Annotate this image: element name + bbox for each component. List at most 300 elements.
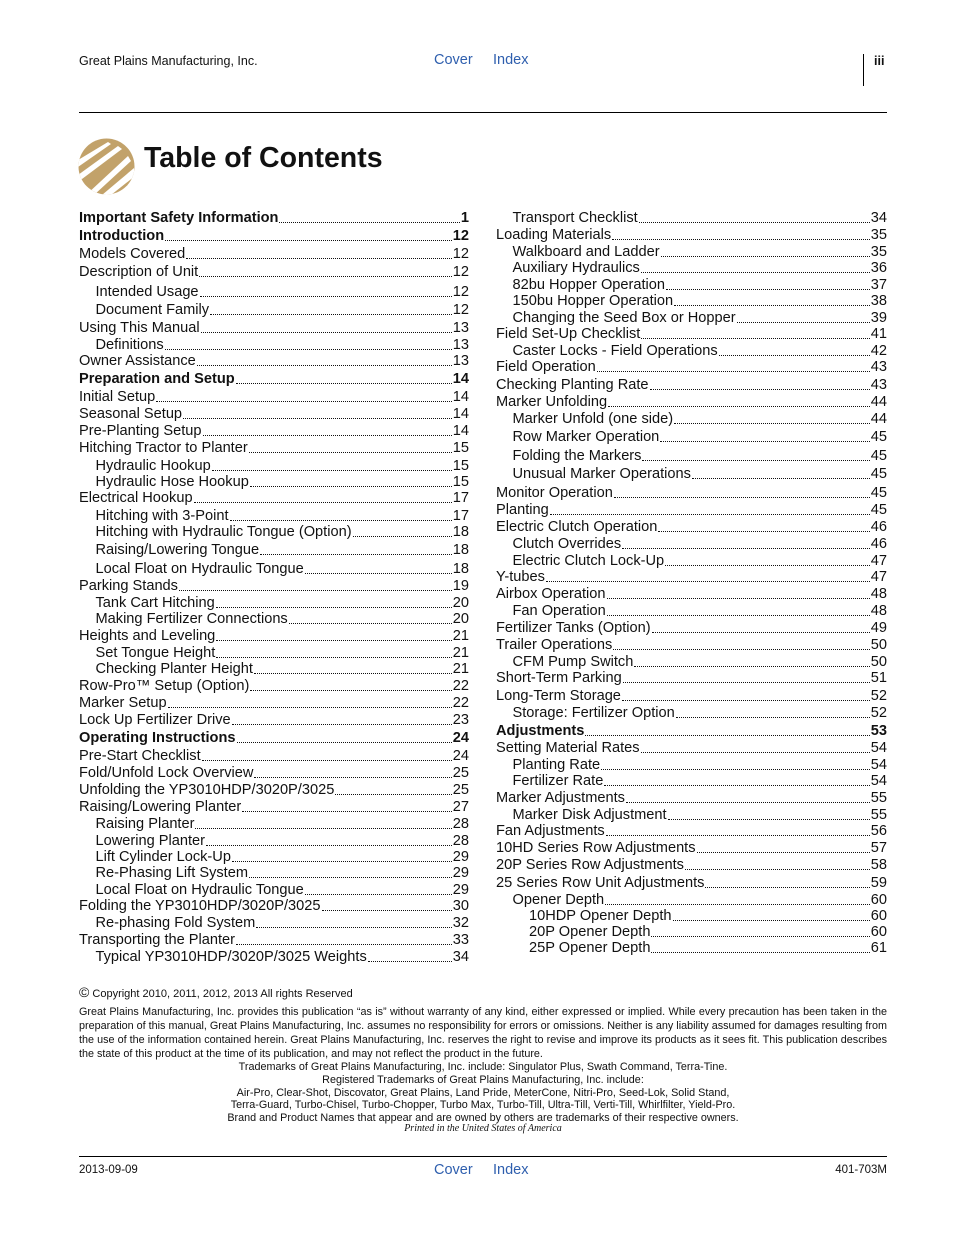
footer-cover-link[interactable]: Cover [434,1162,473,1178]
toc-entry[interactable] [79,748,469,765]
toc-dot-leader [685,869,870,870]
toc-entry-page-number: 58 [870,857,887,873]
toc-entry[interactable] [96,849,470,866]
toc-entry-title: Electric Clutch Lock-Up [512,553,665,569]
toc-entry[interactable] [79,799,469,816]
toc-entry-page-number: 14 [452,371,469,387]
toc-entry-page-number: 21 [452,628,469,644]
toc-entry-page-number: 42 [870,343,887,359]
toc-entry-title: Auxiliary Hydraulics [512,260,640,276]
toc-entry-page-number: 47 [870,569,887,585]
toc-entry-page-number: 1 [460,210,469,226]
toc-dot-leader [368,961,452,962]
toc-dot-leader [668,819,870,820]
toc-entry[interactable] [79,353,469,370]
toc-dot-leader [236,383,452,384]
toc-entry[interactable] [513,705,888,722]
toc-entry-page-number: 18 [452,542,469,558]
toc-entry-title: 25 Series Row Unit Adjustments [496,875,705,891]
toc-dot-leader [608,406,870,407]
toc-entry-title: Seasonal Setup [79,406,183,422]
toc-entry[interactable] [96,284,470,301]
toc-entry[interactable] [79,678,469,695]
toc-entry-title: Raising Planter [95,816,195,832]
toc-entry[interactable] [513,277,888,294]
toc-entry[interactable] [79,628,469,645]
toc-entry-title: Folding the YP3010HDP/3020P/3025 [79,898,321,914]
printed-in-notice: Printed in the United States of America [404,1123,562,1134]
toc-entry-title: Setting Material Rates [496,740,640,756]
toc-entry-title: 10HD Series Row Adjustments [496,840,696,856]
toc-entry-page-number: 28 [452,833,469,849]
toc-entry-title: 20P Series Row Adjustments [496,857,684,873]
toc-entry[interactable] [513,553,888,570]
toc-entry-title: Raising/Lowering Planter [79,799,242,815]
toc-entry-page-number: 29 [452,865,469,881]
toc-entry-page-number: 13 [452,320,469,336]
toc-dot-leader [289,623,452,624]
toc-entry-page-number: 18 [452,524,469,540]
toc-entry-title: Hitching with Hydraulic Tongue (Option) [95,524,352,540]
toc-dot-leader [607,615,870,616]
toc-dot-leader [661,256,870,257]
toc-entry[interactable] [96,508,470,525]
toc-entry-page-number: 56 [870,823,887,839]
toc-dot-leader [194,502,452,503]
toc-entry[interactable] [79,730,469,747]
toc-entry[interactable] [96,524,470,541]
toc-entry[interactable] [96,865,470,882]
toc-entry-title: Hitching with 3-Point [95,508,229,524]
toc-dot-leader [168,707,452,708]
toc-dot-leader [642,460,869,461]
toc-entry[interactable] [496,620,887,637]
toc-entry[interactable] [513,293,888,310]
toc-entry-title: Marker Disk Adjustment [512,807,667,823]
toc-entry[interactable] [79,440,469,457]
toc-entry-title: Trailer Operations [496,637,613,653]
toc-entry-page-number: 35 [870,227,887,243]
toc-dot-leader [623,682,870,683]
toc-entry-title: Typical YP3010HDP/3020P/3025 Weights [95,949,367,965]
toc-dot-leader [216,607,452,608]
toc-dot-leader [705,887,869,888]
toc-dot-leader [195,828,451,829]
toc-entry-page-number: 49 [870,620,887,636]
toc-entry-title: Folding the Markers [512,448,642,464]
toc-dot-leader [322,910,452,911]
toc-entry-page-number: 45 [870,502,887,518]
toc-entry-title: Description of Unit [79,264,199,280]
toc-entry-page-number: 48 [870,603,887,619]
toc-entry[interactable] [96,833,470,850]
toc-entry[interactable] [496,326,887,343]
toc-entry-title: Field Set-Up Checklist [496,326,641,342]
toc-entry[interactable] [79,320,469,337]
toc-entry-title: Marker Unfolding [496,394,608,410]
toc-entry-page-number: 17 [452,490,469,506]
toc-entry[interactable] [496,857,887,874]
toc-entry-page-number: 20 [452,611,469,627]
toc-entry[interactable] [96,595,470,612]
toc-entry-title: Initial Setup [79,389,156,405]
toc-entry-page-number: 14 [452,406,469,422]
toc-entry-page-number: 27 [452,799,469,815]
toc-entry-title: Preparation and Setup [79,371,235,387]
toc-entry-page-number: 18 [452,561,469,577]
toc-entry[interactable] [496,569,887,586]
toc-dot-leader [179,590,452,591]
toc-entry[interactable] [496,875,887,892]
toc-entry-page-number: 52 [870,705,887,721]
toc-entry-title: Hydraulic Hookup [95,458,211,474]
toc-entry-title: Owner Assistance [79,353,196,369]
toc-entry-title: Parking Stands [79,578,178,594]
toc-entry[interactable] [96,337,470,354]
toc-entry-title: Hitching Tractor to Planter [79,440,248,456]
toc-dot-leader [692,478,870,479]
toc-entry[interactable] [96,542,470,559]
toc-entry[interactable] [79,712,469,729]
toc-entry-title: Monitor Operation [496,485,613,501]
toc-entry[interactable] [513,310,888,327]
toc-dot-leader [626,802,870,803]
toc-entry-title: Pre-Planting Setup [79,423,202,439]
toc-entry-page-number: 24 [452,748,469,764]
toc-entry-title: Electric Clutch Operation [496,519,658,535]
toc-entry-title: Electrical Hookup [79,490,193,506]
toc-dot-leader [666,289,870,290]
toc-entry[interactable] [96,561,470,578]
toc-entry-title: Row-Pro™ Setup (Option) [79,678,250,694]
toc-dot-leader [256,927,451,928]
header-cover-link[interactable]: Cover [434,52,473,68]
toc-entry[interactable] [496,502,887,519]
toc-entry[interactable] [496,394,887,411]
toc-entry[interactable] [513,603,888,620]
toc-entry-page-number: 29 [452,849,469,865]
toc-dot-leader [250,690,451,691]
trademarks-line: Trademarks of Great Plains Manufacturing, Inc. include: Singulator Plus, Swath Command, Terra-Tine. [238,1061,728,1073]
toc-entry-title: Lowering Planter [95,833,206,849]
toc-dot-leader [156,401,452,402]
toc-entry-title: Intended Usage [95,284,199,300]
toc-entry-title: Set Tongue Height [95,645,216,661]
toc-entry[interactable] [96,458,470,475]
toc-entry[interactable] [513,244,888,261]
toc-entry-page-number: 60 [870,924,887,940]
toc-entry[interactable] [496,740,887,757]
toc-entry[interactable] [79,932,469,949]
toc-dot-leader [604,785,869,786]
toc-entry[interactable] [496,637,887,654]
toc-entry-page-number: 25 [452,782,469,798]
toc-entry[interactable] [496,485,887,502]
toc-dot-leader [165,240,452,241]
toc-entry[interactable] [79,578,469,595]
toc-dot-leader [249,452,452,453]
toc-entry-title: Important Safety Information [79,210,279,226]
toc-entry[interactable] [79,371,469,388]
legal-disclaimer: Great Plains Manufacturing, Inc. provides this publication “as is” without warranty of any kind, either expressed or implied. While every precaution has been taken in the preparation of this manual, Great Plains Manufacturing, Inc. assumes no responsibility for errors or omissions. Neither is any liability assumed for damages resulting from the use of the information contained herein. Great Plains Manufacturing, Inc. reserves the right to revise and improve its products as it sees fit. This publication describes the state of this product at the time of its publication, and may not reflect the product in the future. [79,1006,887,1060]
toc-entry-page-number: 17 [452,508,469,524]
toc-entry[interactable] [496,586,887,603]
toc-entry[interactable] [496,227,887,244]
toc-entry[interactable] [79,423,469,440]
toc-entry-title: Short-Term Parking [496,670,622,686]
toc-dot-leader [249,877,452,878]
toc-entry[interactable] [496,359,887,376]
toc-entry-title: Y-tubes [496,569,545,585]
footer-rule [79,1156,887,1157]
toc-entry-title: Using This Manual [79,320,200,336]
toc-entry-title: Introduction [79,228,165,244]
toc-dot-leader [210,314,452,315]
toc-entry[interactable] [529,940,887,957]
toc-entry[interactable] [96,915,470,932]
toc-entry[interactable] [496,670,887,687]
toc-entry[interactable] [96,882,470,899]
toc-entry[interactable] [96,611,470,628]
toc-dot-leader [622,700,870,701]
toc-dot-leader [203,435,452,436]
toc-entry-title: Caster Locks - Field Operations [512,343,718,359]
toc-entry[interactable] [513,210,888,227]
toc-entry-page-number: 12 [452,246,469,262]
toc-entry-page-number: 28 [452,816,469,832]
toc-dot-leader [279,222,459,223]
toc-dot-leader [641,272,870,273]
toc-entry-title: Fertilizer Tanks (Option) [496,620,651,636]
toc-entry[interactable] [96,661,470,678]
toc-entry-title: Marker Adjustments [496,790,625,806]
toc-entry[interactable] [96,949,470,966]
toc-dot-leader [335,794,451,795]
toc-entry-title: Clutch Overrides [512,536,622,552]
toc-entry-page-number: 45 [870,448,887,464]
toc-entry-title: Airbox Operation [496,586,606,602]
toc-entry-title: Marker Setup [79,695,167,711]
toc-entry[interactable] [79,695,469,712]
toc-entry-title: Fertilizer Rate [512,773,604,789]
toc-entry-page-number: 15 [452,458,469,474]
toc-entry-title: Lock Up Fertilizer Drive [79,712,231,728]
toc-entry-page-number: 54 [870,740,887,756]
toc-entry-title: Unfolding the YP3010HDP/3020P/3025 [79,782,335,798]
toc-dot-leader [597,371,870,372]
toc-entry[interactable] [96,816,470,833]
toc-entry[interactable] [513,343,888,360]
toc-entry[interactable] [513,892,888,909]
toc-entry[interactable] [513,654,888,671]
toc-entry-page-number: 52 [870,688,887,704]
toc-dot-leader [639,222,870,223]
toc-dot-leader [737,322,870,323]
toc-dot-leader [606,835,870,836]
toc-dot-leader [216,657,451,658]
page-title: Table of Contents [144,142,383,174]
toc-entry-page-number: 29 [452,882,469,898]
toc-entry[interactable] [513,807,888,824]
toc-entry-title: Adjustments [496,723,585,739]
header-company-name: Great Plains Manufacturing, Inc. [79,54,258,68]
toc-entry[interactable] [79,389,469,406]
toc-entry-title: Pre-Start Checklist [79,748,201,764]
toc-dot-leader [186,258,452,259]
toc-entry[interactable] [79,765,469,782]
toc-entry-title: Local Float on Hydraulic Tongue [95,561,304,577]
toc-dot-leader [200,296,452,297]
toc-entry[interactable] [79,246,469,263]
toc-entry-page-number: 13 [452,353,469,369]
toc-entry[interactable] [513,536,888,553]
toc-entry-title: Raising/Lowering Tongue [95,542,260,558]
toc-entry-page-number: 54 [870,773,887,789]
toc-dot-leader [605,904,870,905]
toc-dot-leader [601,769,870,770]
toc-dot-leader [612,239,870,240]
toc-entry-page-number: 60 [870,908,887,924]
toc-dot-leader [676,717,870,718]
toc-entry-title: Local Float on Hydraulic Tongue [95,882,304,898]
toc-entry-page-number: 32 [452,915,469,931]
toc-entry-page-number: 20 [452,595,469,611]
toc-dot-leader [197,365,452,366]
header-index-link[interactable]: Index [493,52,529,68]
toc-dot-leader [641,338,869,339]
toc-entry-title: Checking Planter Height [95,661,253,677]
toc-dot-leader [660,441,869,442]
toc-entry-page-number: 55 [870,790,887,806]
toc-entry[interactable] [496,377,887,394]
toc-entry[interactable] [96,302,470,319]
toc-entry-page-number: 50 [870,654,887,670]
toc-entry[interactable] [513,411,888,428]
copyright-text: Copyright 2010, 2011, 2012, 2013 All rights Reserved [92,988,353,1000]
toc-entry-page-number: 39 [870,310,887,326]
toc-entry[interactable] [96,645,470,662]
toc-dot-leader [665,565,870,566]
toc-entry[interactable] [496,519,887,536]
toc-entry-title: Field Operation [496,359,596,375]
toc-dot-leader [230,520,452,521]
toc-entry-title: Fan Adjustments [496,823,605,839]
footer-index-link[interactable]: Index [493,1162,529,1178]
toc-entry-title: CFM Pump Switch [512,654,634,670]
toc-entry-page-number: 22 [452,695,469,711]
toc-entry-page-number: 30 [452,898,469,914]
toc-dot-leader [199,276,452,277]
toc-dot-leader [206,845,452,846]
toc-entry[interactable] [513,757,888,774]
toc-entry-title: Transporting the Planter [79,932,236,948]
registered-trademarks-list-1: Air-Pro, Clear-Shot, Discovator, Great Plains, Land Pride, MeterCone, Nitri-Pro, Seed-Lok, Solid Stand, [236,1087,730,1099]
toc-dot-leader [232,724,452,725]
toc-entry-title: Changing the Seed Box or Hopper [512,310,736,326]
footer-document-number: 401-703M [835,1164,887,1176]
toc-dot-leader [641,752,870,753]
toc-dot-leader [673,920,870,921]
toc-entry-page-number: 34 [870,210,887,226]
toc-entry-page-number: 47 [870,553,887,569]
header-divider [863,54,864,86]
toc-entry-page-number: 12 [452,284,469,300]
toc-entry-page-number: 36 [870,260,887,276]
toc-entry[interactable] [79,210,469,227]
toc-entry-title: Lift Cylinder Lock-Up [95,849,231,865]
toc-entry-page-number: 45 [870,485,887,501]
toc-entry-page-number: 14 [452,423,469,439]
toc-entry-title: Storage: Fertilizer Option [512,705,675,721]
footer-date: 2013-09-09 [79,1164,138,1176]
toc-entry-page-number: 15 [452,474,469,490]
toc-dot-leader [674,305,870,306]
toc-entry-page-number: 46 [870,536,887,552]
toc-dot-leader [236,944,452,945]
toc-entry-page-number: 14 [452,389,469,405]
toc-dot-leader [650,389,870,390]
toc-entry[interactable] [79,264,469,281]
toc-entry[interactable] [496,688,887,705]
toc-entry[interactable] [496,823,887,840]
toc-entry[interactable] [513,260,888,277]
toc-entry[interactable] [79,490,469,507]
toc-dot-leader [607,598,870,599]
toc-entry[interactable] [96,474,470,491]
toc-entry-page-number: 34 [452,949,469,965]
toc-entry[interactable] [529,924,887,941]
toc-dot-leader [201,332,452,333]
toc-entry[interactable] [513,448,888,465]
toc-dot-leader [216,640,451,641]
toc-entry[interactable] [513,466,888,483]
toc-entry[interactable] [496,790,887,807]
toc-dot-leader [585,735,869,736]
toc-entry[interactable] [513,773,888,790]
toc-entry[interactable] [79,228,469,245]
toc-entry-page-number: 53 [870,723,887,739]
toc-entry-title: Operating Instructions [79,730,236,746]
toc-dot-leader [254,673,452,674]
toc-dot-leader [697,852,870,853]
toc-entry[interactable] [79,406,469,423]
toc-entry-title: Re-Phasing Lift System [95,865,248,881]
toc-entry-page-number: 59 [870,875,887,891]
registered-trademarks-heading: Registered Trademarks of Great Plains Manufacturing, Inc. include: [322,1074,644,1086]
toc-entry[interactable] [79,898,469,915]
toc-entry-title: Marker Unfold (one side) [512,411,674,427]
toc-entry-title: Unusual Marker Operations [512,466,691,482]
toc-entry-page-number: 44 [870,411,887,427]
toc-entry[interactable] [496,723,887,740]
toc-dot-leader [651,952,869,953]
toc-entry-page-number: 38 [870,293,887,309]
toc-entry-title: Models Covered [79,246,186,262]
toc-entry-title: Fan Operation [512,603,606,619]
toc-entry[interactable] [496,840,887,857]
toc-entry[interactable] [529,908,887,925]
toc-dot-leader [674,423,870,424]
toc-entry-page-number: 50 [870,637,887,653]
toc-entry[interactable] [513,429,888,446]
toc-entry-page-number: 13 [452,337,469,353]
toc-entry-title: 25P Opener Depth [529,940,651,956]
toc-entry-page-number: 43 [870,359,887,375]
toc-entry-title: Heights and Leveling [79,628,216,644]
toc-entry[interactable] [79,782,469,799]
toc-entry-page-number: 46 [870,519,887,535]
header-rule [79,112,887,113]
